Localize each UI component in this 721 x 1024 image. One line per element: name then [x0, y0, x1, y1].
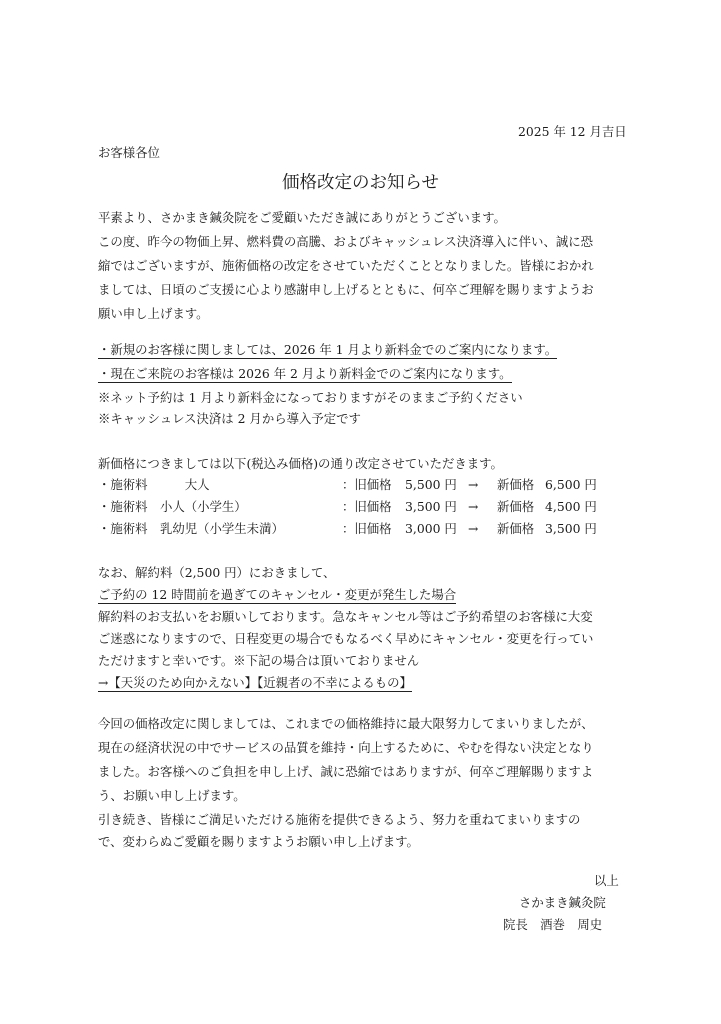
price-label: ・施術料 大人 [98, 477, 210, 492]
new-price: 4,500 円 [545, 499, 597, 514]
closing-line: 現在の経済状況の中でサービスの品質を維持・向上するために、やむを得ない決定となり [98, 740, 594, 755]
clinic-name: さかまき鍼灸院 [519, 895, 606, 910]
page-title: 価格改定のお知らせ [282, 173, 439, 193]
new-price-label: 新価格 [497, 477, 535, 492]
old-price-label: ：旧価格 [342, 499, 392, 514]
intro-line: 平素より、さかまき鍼灸院をご愛顧いただき誠にありがとうございます。 [98, 210, 506, 225]
price-label: ・施術料 乳幼児（小学生未満） [98, 521, 284, 536]
cancellation-condition: ご予約の 12 時間前を過ぎてのキャンセル・変更が発生した場合 [98, 587, 457, 602]
intro-line: この度、昨今の物価上昇、燃料費の高騰、およびキャッシュレス決済導入に伴い、誠に恐 [98, 234, 594, 249]
cancellation-line: ご迷惑になりますので、日程変更の場合でもなるべく早めにキャンセル・変更を行ってい [98, 631, 594, 646]
old-price: 5,500 円 [405, 477, 457, 492]
arrow-icon: → [468, 521, 479, 536]
closing-mark: 以上 [594, 873, 619, 888]
intro-line: 縮ではございますが、施術価格の改定をさせていただくこととなりました。皆様におかれ [98, 258, 594, 273]
new-price: 6,500 円 [545, 477, 597, 492]
cancellation-line: 解約料のお支払いをお願いしております。急なキャンセル等はご予約希望のお客様に大変 [98, 609, 593, 624]
old-price: 3,000 円 [405, 521, 457, 536]
intro-line: 願い申し上げます。 [98, 306, 209, 321]
old-price: 3,500 円 [405, 499, 457, 514]
notice-new-customers: ・新規のお客様に関しましては、2026 年 1 月より新料金でのご案内になります。 [98, 342, 558, 357]
new-price-label: 新価格 [497, 499, 535, 514]
cancellation-exceptions: →【天災のため向かえない】【近親者の不幸によるもの】 [98, 675, 412, 690]
arrow-icon: → [468, 477, 479, 492]
old-price-label: ：旧価格 [342, 477, 392, 492]
date: 2025 年 12 月吉日 [518, 124, 627, 139]
new-price-label: 新価格 [497, 521, 535, 536]
old-price-label: ：旧価格 [342, 521, 392, 536]
price-intro: 新価格につきましては以下(税込み価格)の通り改定させていただきます。 [98, 456, 503, 471]
closing-line: う、お願い申し上げます。 [98, 788, 246, 803]
closing-line: ました。お客様へのご負担を申し上げ、誠に恐縮ではありますが、何卒ご理解賜りますよ [98, 764, 594, 779]
recipient: お客様各位 [98, 145, 160, 160]
note-cashless: ※キャッシュレス決済は 2 月から導入予定です [98, 411, 361, 426]
price-label: ・施術料 小人（小学生） [98, 499, 247, 514]
note-online-booking: ※ネット予約は 1 月より新料金になっておりますがそのままご予約ください [98, 390, 523, 405]
cancellation-line: なお、解約料（2,500 円）におきまして、 [98, 565, 336, 580]
arrow-icon: → [468, 499, 479, 514]
new-price: 3,500 円 [545, 521, 597, 536]
closing-line: で、変わらぬご愛顧を賜りますようお願い申し上げます。 [98, 834, 419, 849]
notice-current-customers: ・現在ご来院のお客様は 2026 年 2 月より新料金でのご案内になります。 [98, 366, 512, 381]
closing-line: 引き続き、皆様にご満足いただける施術を提供できるよう、努力を重ねてまいりますの [98, 812, 581, 827]
intro-line: ましては、日頃のご支援に心より感謝申し上げるとともに、何卒ご理解を賜りますようお [98, 282, 594, 297]
closing-line: 今回の価格改定に関しましては、これまでの価格維持に最大限努力してまいりましたが、 [98, 716, 594, 731]
director-name: 院長 酒巻 周史 [503, 917, 603, 932]
cancellation-line: ただけますと幸いです。※下記の場合は頂いておりません [98, 653, 420, 668]
